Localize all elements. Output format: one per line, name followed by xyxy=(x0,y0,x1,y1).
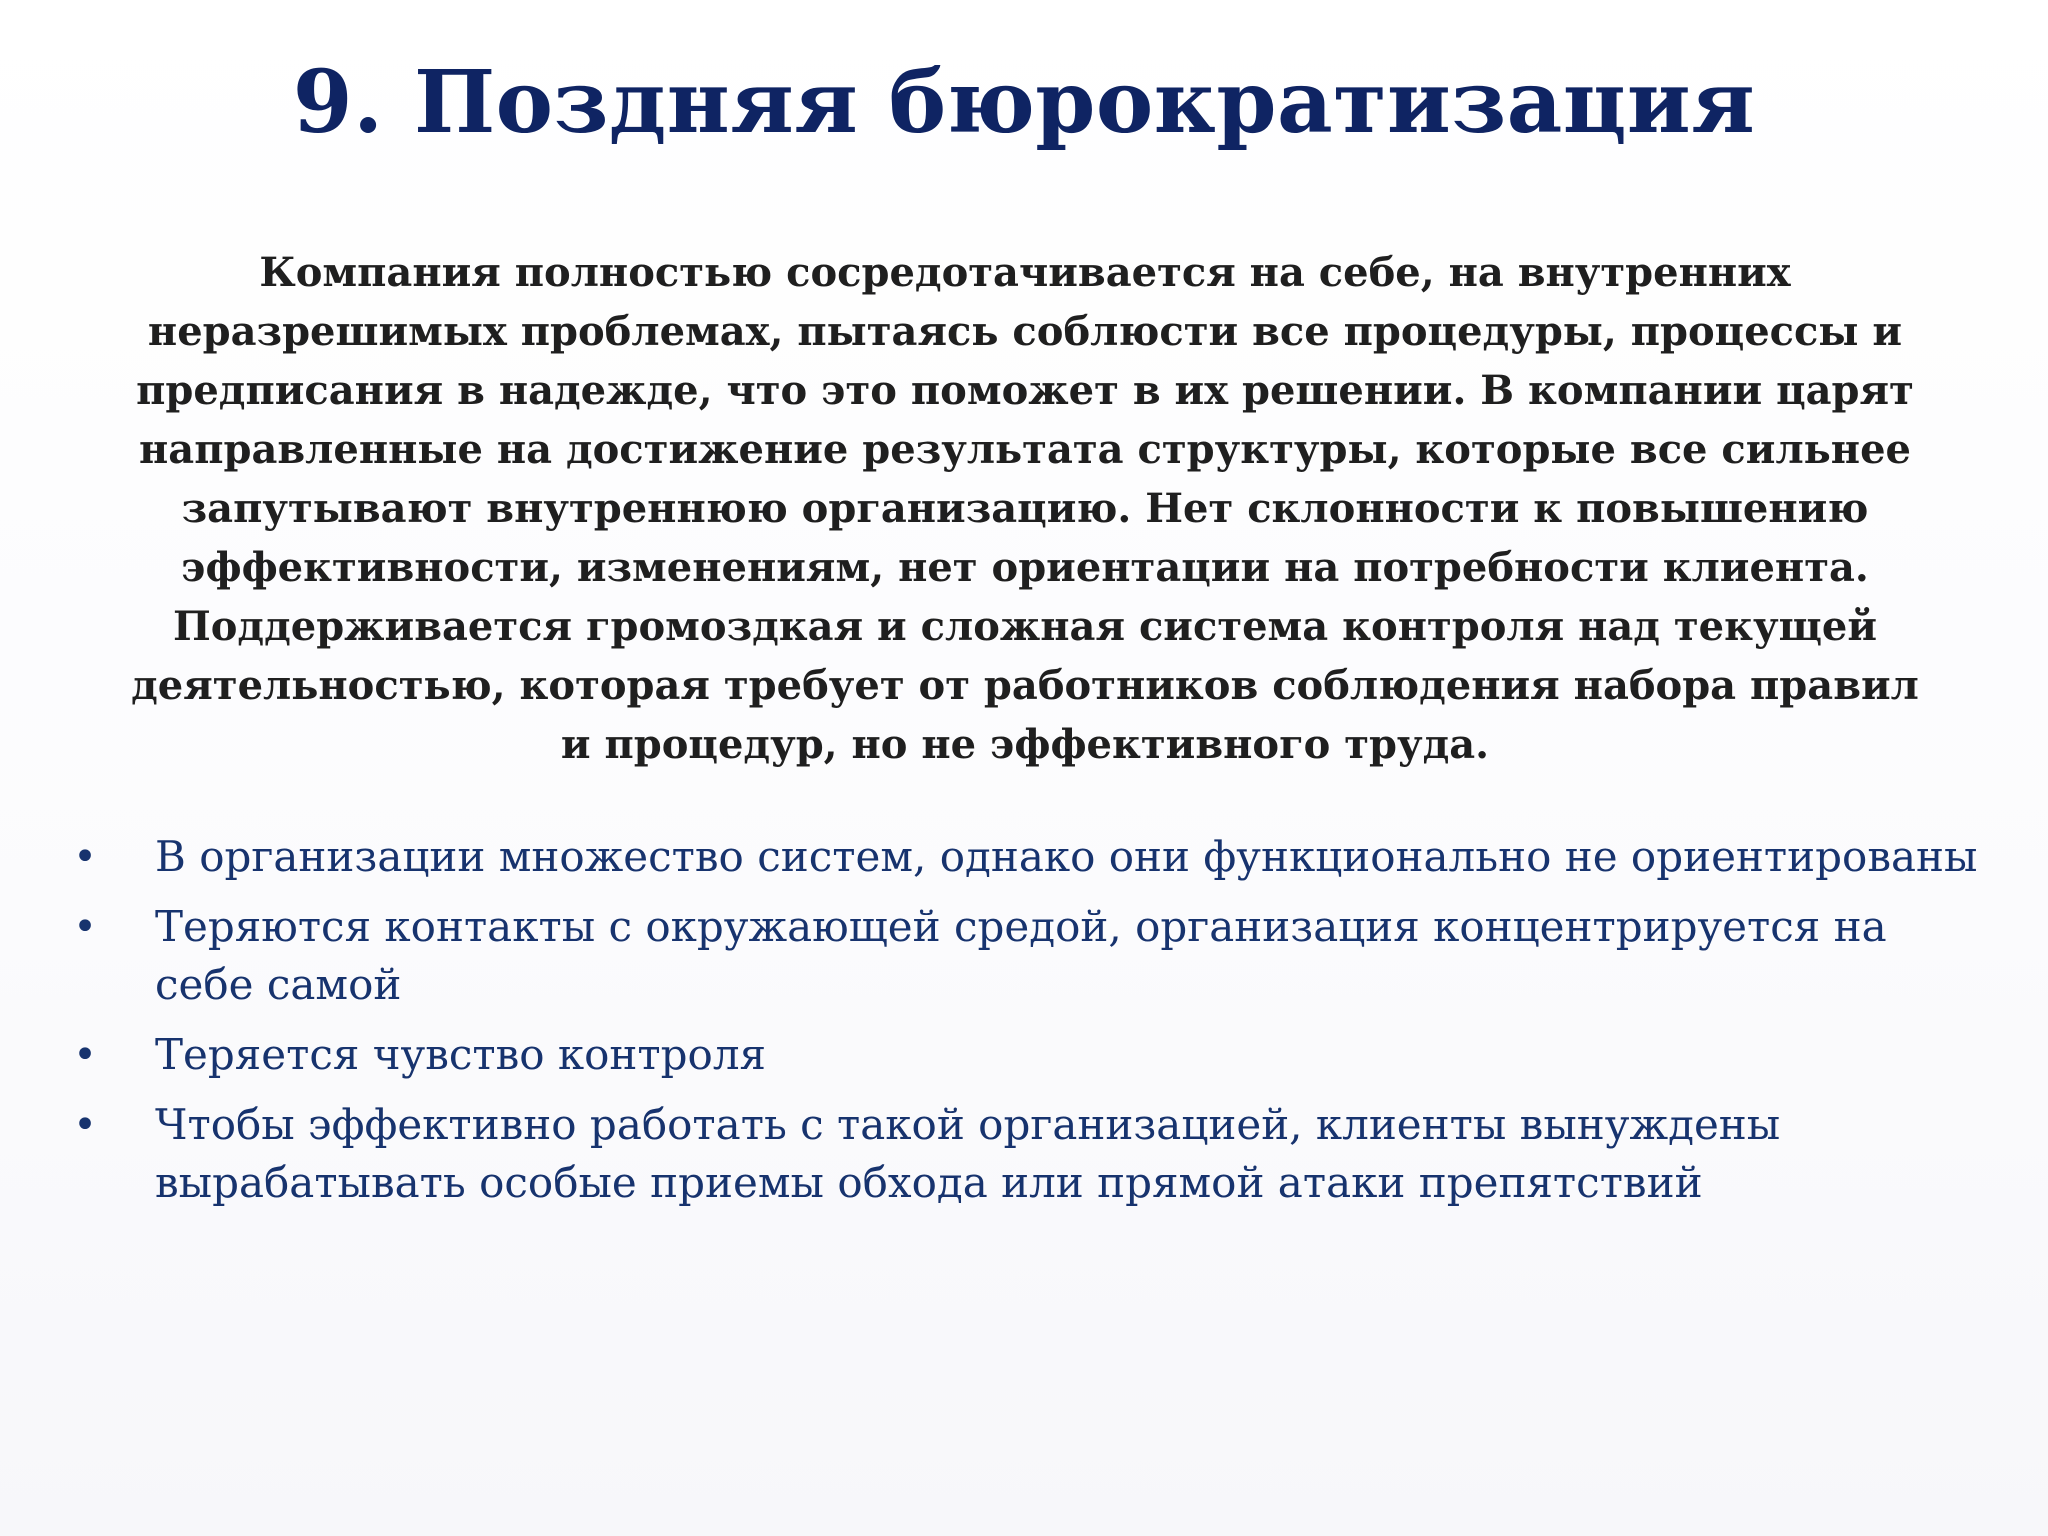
bullet-list xyxy=(70,828,1990,1224)
bullet-text: Чтобы эффективно работать с такой организацией, клиенты вынуждены вырабатывать особые приемы обхода или прямой атаки препятствий xyxy=(155,1100,1781,1207)
bullet-icon: • xyxy=(73,834,97,880)
bullet-text: Теряется чувство контроля xyxy=(155,1030,766,1079)
bullet-icon: • xyxy=(73,1102,97,1148)
bullet-item-control xyxy=(70,1026,1990,1084)
bullet-icon: • xyxy=(73,1032,97,1078)
bullet-item-systems xyxy=(70,828,1990,886)
bullet-text: Теряются контакты с окружающей средой, организация концентрируется на себе самой xyxy=(155,902,1887,1009)
intro-paragraph: Компания полностью сосредотачивается на себе, на внутренних неразрешимых проблемах, пытаясь соблюсти все процедуры, процессы и предписания в надежде, что это поможет в их решении. В компании царят направленные на достижение результата структуры, которые все сильнее запутывают внутреннюю организацию. Нет склонности к повышению эффективности, изменениям, нет ориентации на потребности клиента. Поддерживается громоздкая и сложная система контроля над текущей деятельностью, которая требует от работников соблюдения набора правил и процедур, но не эффективного труда. xyxy=(131,249,1919,768)
bullet-item-contacts xyxy=(70,898,1990,1014)
bullet-icon: • xyxy=(73,904,97,950)
bullet-text: В организации множество систем, однако они функционально не ориентированы xyxy=(155,832,1978,881)
bullet-item-clients xyxy=(70,1096,1990,1212)
slide-title: 9. Поздняя бюрократизация xyxy=(292,52,1756,153)
